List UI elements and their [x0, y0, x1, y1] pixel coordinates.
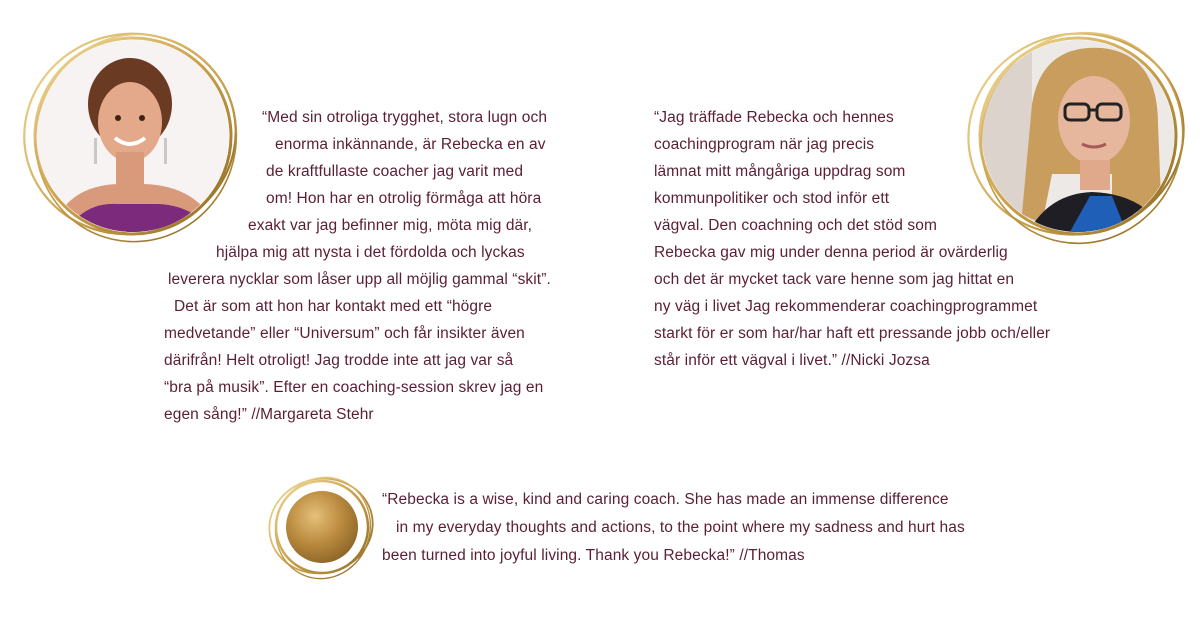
quote-line: lämnat mitt mångåriga uppdrag som — [654, 163, 906, 180]
quote-line: medvetande” eller “Universum” och får insikter även — [164, 325, 525, 342]
quote-line: Rebecka gav mig under denna period är ovärderlig — [654, 244, 1008, 261]
quote-line: kommunpolitiker och stod inför ett — [654, 190, 890, 207]
portrait-nicki-image — [962, 24, 1194, 246]
quote-line: “Jag träffade Rebecka och hennes — [654, 109, 894, 126]
quote-line: leverera nycklar som låser upp all möjlig gammal “skit”. — [168, 271, 551, 288]
quote-line: in my everyday thoughts and actions, to the point where my sadness and hurt has — [396, 519, 965, 536]
quote-line: egen sång!” //Margareta Stehr — [164, 406, 374, 423]
quote-line: hjälpa mig att nysta i det fördolda och lyckas — [216, 244, 525, 261]
portrait-margareta — [18, 26, 248, 246]
portrait-margareta-image — [18, 26, 248, 246]
quote-line: coachingprogram när jag precis — [654, 136, 875, 153]
quote-line: exakt var jag befinner mig, möta mig där, — [248, 217, 533, 234]
gold-circle-icon — [266, 472, 378, 582]
quote-line: “Med sin otroliga trygghet, stora lugn och — [262, 109, 548, 126]
quote-line: been turned into joyful living. Thank you Rebecka!” //Thomas — [382, 547, 805, 564]
quote-line: om! Hon har en otrolig förmåga att höra — [266, 190, 542, 207]
quote-line: starkt för er som har/har haft ett pressande jobb och/eller — [654, 325, 1051, 342]
quote-line: Det är som att hon har kontakt med ett “högre — [174, 298, 493, 315]
quote-line: enorma inkännande, är Rebecka en av — [275, 136, 546, 153]
quote-line: står inför ett vägval i livet.” //Nicki Jozsa — [654, 352, 930, 369]
quote-line: “Rebecka is a wise, kind and caring coach. She has made an immense difference — [382, 491, 949, 508]
quote-line: de kraftfullaste coacher jag varit med — [266, 163, 524, 180]
quote-line: vägval. Den coachning och det stöd som — [654, 217, 937, 234]
quote-line: ny väg i livet Jag rekommenderar coachingprogrammet — [654, 298, 1038, 315]
quote-line: “bra på musik”. Efter en coaching-session skrev jag en — [164, 379, 544, 396]
quote-line: och det är mycket tack vare henne som jag hittat en — [654, 271, 1015, 288]
quote-line: därifrån! Helt otroligt! Jag trodde inte att jag var så — [164, 352, 514, 369]
portrait-nicki — [962, 24, 1194, 246]
gold-medallion-icon — [266, 472, 378, 582]
